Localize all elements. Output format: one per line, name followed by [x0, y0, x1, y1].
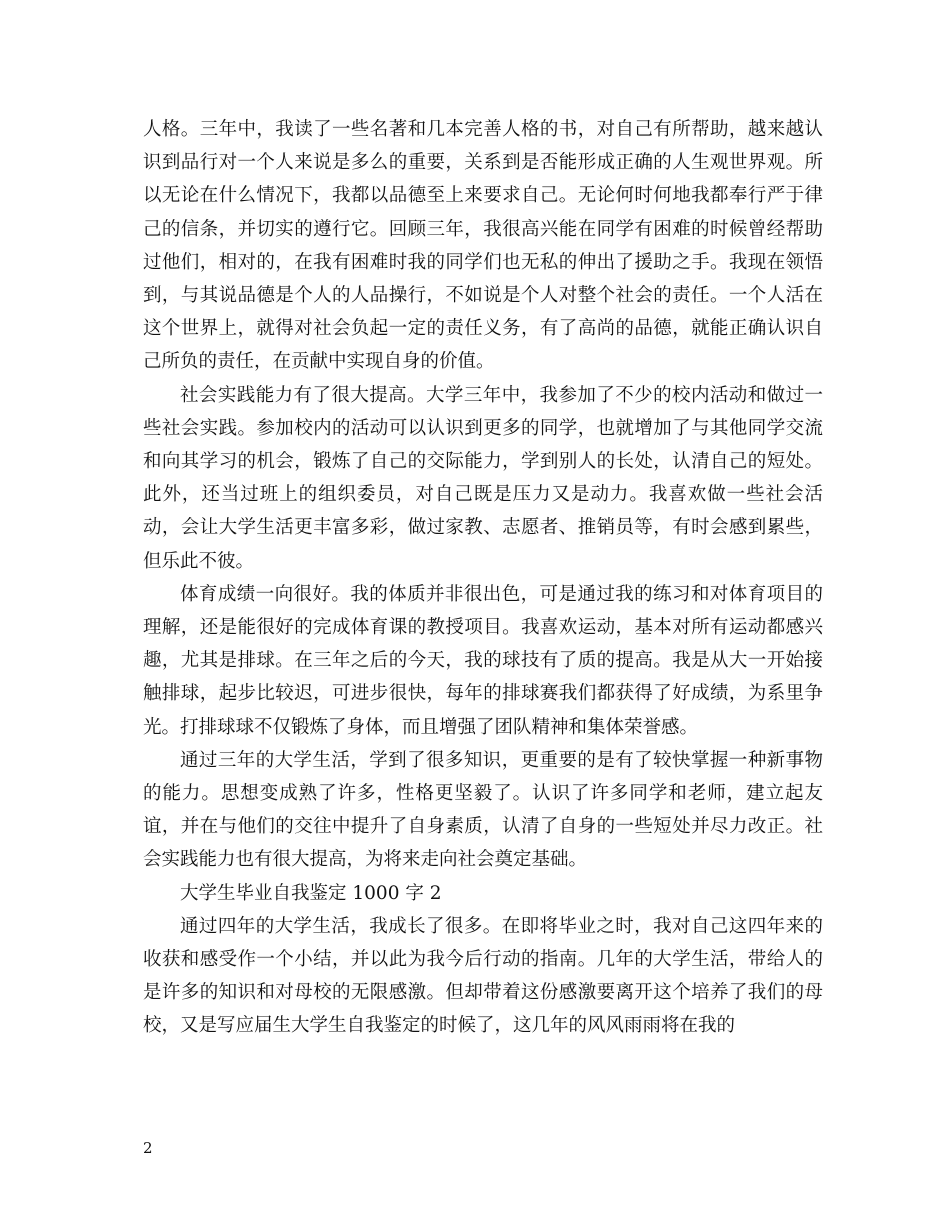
paragraph-four-years: 通过四年的大学生活，我成长了很多。在即将毕业之时，我对自己这四年来的收获和感受作一个小结，并以此为我今后行动的指南。几年的大学生活，带给人的是许多的知识和对母校的无限感激。但却带着这份感激要离开这个培养了我们的母校，又是写应届生大学生自我鉴定的时候了，这几年的风风雨雨将在我的 — [143, 915, 823, 1037]
document-body — [143, 113, 823, 1043]
section-heading: 大学生毕业自我鉴定 1000 字 2 — [180, 882, 442, 904]
page-number: 2 — [143, 1139, 153, 1157]
paragraph-social-practice: 社会实践能力有了很大提高。大学三年中，我参加了不少的校内活动和做过一些社会实践。参加校内的活动可以认识到更多的同学，也就增加了与其他同学交流和向其学习的机会，锻炼了自己的交际能力，学到别人的长处，认清自己的短处。此外，还当过班上的组织委员，对自己既是压力又是动力。我喜欢做一些社会活动，会让大学生活更丰富多彩，做过家教、志愿者、推销员等，有时会感到累些，但乐此不彼。 — [143, 384, 823, 572]
paragraph-character: 人格。三年中，我读了一些名著和几本完善人格的书，对自己有所帮助，越来越认识到品行对一个人来说是多么的重要，关系到是否能形成正确的人生观世界观。所以无论在什么情况下，我都以品德至上来要求自己。无论何时何地我都奉行严于律己的信条，并切实的遵行它。回顾三年，我很高兴能在同学有困难的时候曾经帮助过他们，相对的，在我有困难时我的同学们也无私的伸出了援助之手。我现在领悟到，与其说品德是个人的人品操行，不如说是个人对整个社会的责任。一个人活在这个世界上，就得对社会负起一定的责任义务，有了高尚的品德，就能正确认识自己所负的责任，在贡献中实现自身的价值。 — [143, 119, 823, 373]
paragraph-summary: 通过三年的大学生活，学到了很多知识，更重要的是有了较快掌握一种新事物的能力。思想变成熟了许多，性格更坚毅了。认识了许多同学和老师，建立起友谊，并在与他们的交往中提升了自身素质，认清了自身的一些短处并尽力改正。社会实践能力也有很大提高，为将来走向社会奠定基础。 — [143, 749, 823, 871]
paragraph-sports: 体育成绩一向很好。我的体质并非很出色，可是通过我的练习和对体育项目的理解，还是能很好的完成体育课的教授项目。我喜欢运动，基本对所有运动都感兴趣，尤其是排球。在三年之后的今天，我的球技有了质的提高。我是从大一开始接触排球，起步比较迟，可进步很快，每年的排球赛我们都获得了好成绩，为系里争光。打排球球不仅锻炼了身体，而且增强了团队精神和集体荣誉感。 — [143, 583, 823, 738]
